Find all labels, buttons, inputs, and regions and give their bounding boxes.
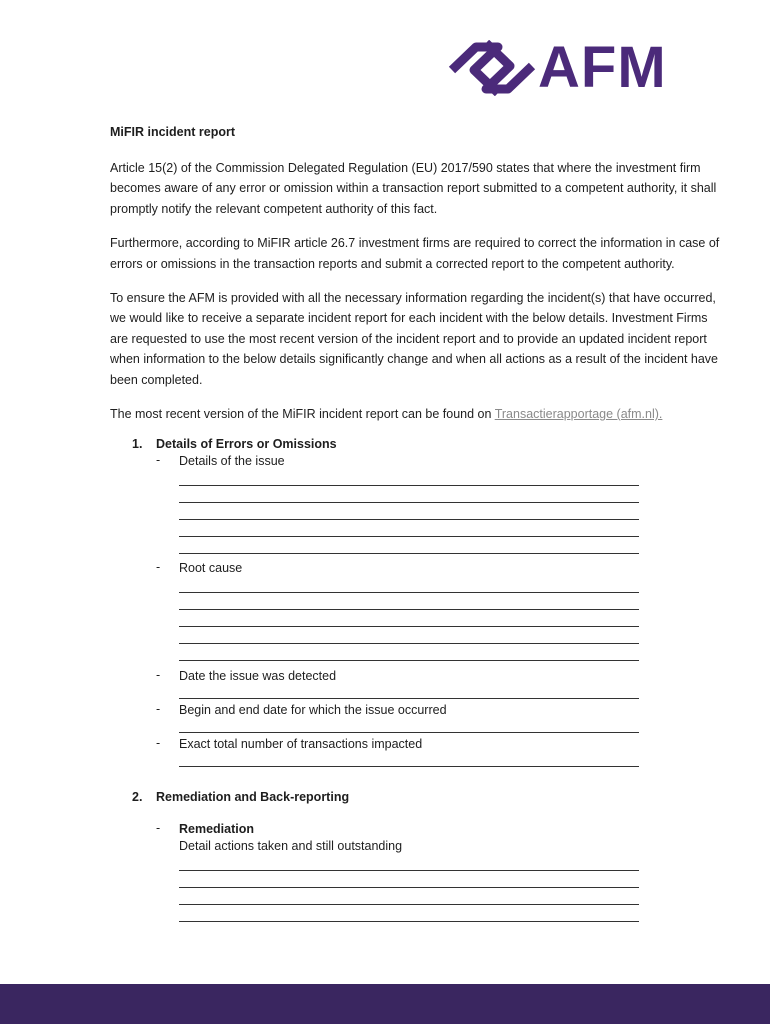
bullet-dash: - bbox=[156, 668, 161, 683]
section-2-title: Remediation and Back-reporting bbox=[156, 790, 350, 805]
transactierapportage-link[interactable]: Transactierapportage (afm.nl). bbox=[494, 407, 663, 422]
paragraph-article-15: Article 15(2) of the Commission Delegated Regulation (EU) 2017/590 states that where the investment firm becomes aware of any error or omission within a transaction report submitted to a competent authority, it shall promptly notify the relevant competent authority of this fact. bbox=[110, 161, 717, 216]
root-cause-line-4[interactable] bbox=[179, 627, 639, 644]
paragraph-instructions: To ensure the AFM is provided with all the necessary information regarding the incident(s) that have occurred, we would like to receive a separate incident report for each incident with the below details. Investment Firms are requested to use the most recent version of the incident report and to provide an updated incident report when information to the below details significantly change and when all actions as a result of the incident have been completed. bbox=[110, 291, 719, 387]
document-title: MiFIR incident report bbox=[110, 125, 235, 139]
afm-logo-icon bbox=[446, 40, 538, 96]
item-remediation bbox=[110, 821, 720, 922]
document-body bbox=[110, 124, 720, 922]
recent-version-text: The most recent version of the MiFIR incident report can be found on bbox=[110, 407, 495, 422]
bullet-dash: - bbox=[156, 560, 161, 575]
transactions-label: Exact total number of transactions impacted bbox=[179, 737, 423, 752]
bullet-dash: - bbox=[156, 702, 161, 717]
section-remediation bbox=[110, 789, 720, 922]
root-cause-label: Root cause bbox=[179, 561, 243, 576]
remediation-sub-label: Detail actions taken and still outstanding bbox=[179, 839, 403, 854]
root-cause-line-2[interactable] bbox=[179, 593, 639, 610]
item-begin-end-date bbox=[110, 702, 720, 733]
section-2-heading bbox=[110, 789, 720, 805]
afm-logo-text: AFM bbox=[538, 35, 667, 100]
begin-end-line[interactable] bbox=[179, 718, 639, 733]
date-detected-label: Date the issue was detected bbox=[179, 669, 337, 684]
remediation-line-3[interactable] bbox=[179, 888, 639, 905]
begin-end-label: Begin and end date for which the issue occurred bbox=[179, 703, 447, 718]
paragraph-recent-version bbox=[110, 404, 720, 424]
item-root-cause bbox=[110, 560, 720, 661]
item-transactions-impacted bbox=[110, 736, 720, 767]
bullet-dash: - bbox=[156, 821, 161, 836]
root-cause-line-1[interactable] bbox=[179, 576, 639, 593]
remediation-line-4[interactable] bbox=[179, 905, 639, 922]
date-detected-line[interactable] bbox=[179, 684, 639, 699]
section-1-heading bbox=[110, 436, 720, 452]
remediation-label: Remediation bbox=[179, 822, 255, 837]
section-1-number: 1. bbox=[132, 437, 143, 452]
root-cause-line-5[interactable] bbox=[179, 644, 639, 661]
details-issue-line-3[interactable] bbox=[179, 503, 639, 520]
section-errors-omissions bbox=[110, 436, 720, 767]
details-issue-label: Details of the issue bbox=[179, 454, 285, 469]
footer-bar bbox=[0, 984, 770, 1024]
root-cause-line-3[interactable] bbox=[179, 610, 639, 627]
transactions-line[interactable] bbox=[179, 752, 639, 767]
item-date-detected bbox=[110, 668, 720, 699]
details-issue-line-2[interactable] bbox=[179, 486, 639, 503]
details-issue-line-1[interactable] bbox=[179, 469, 639, 486]
remediation-line-1[interactable] bbox=[179, 854, 639, 871]
afm-logo bbox=[446, 35, 726, 100]
remediation-line-2[interactable] bbox=[179, 871, 639, 888]
bullet-dash: - bbox=[156, 453, 161, 468]
details-issue-line-5[interactable] bbox=[179, 537, 639, 554]
details-issue-line-4[interactable] bbox=[179, 520, 639, 537]
paragraph-article-26: Furthermore, according to MiFIR article 26.7 investment firms are required to correct the information in case of errors or omissions in the transaction reports and submit a corrected report to the competent authority. bbox=[110, 236, 720, 271]
section-2-number: 2. bbox=[132, 790, 143, 805]
bullet-dash: - bbox=[156, 736, 161, 751]
item-details-of-issue bbox=[110, 453, 720, 554]
section-1-title: Details of Errors or Omissions bbox=[156, 437, 337, 452]
